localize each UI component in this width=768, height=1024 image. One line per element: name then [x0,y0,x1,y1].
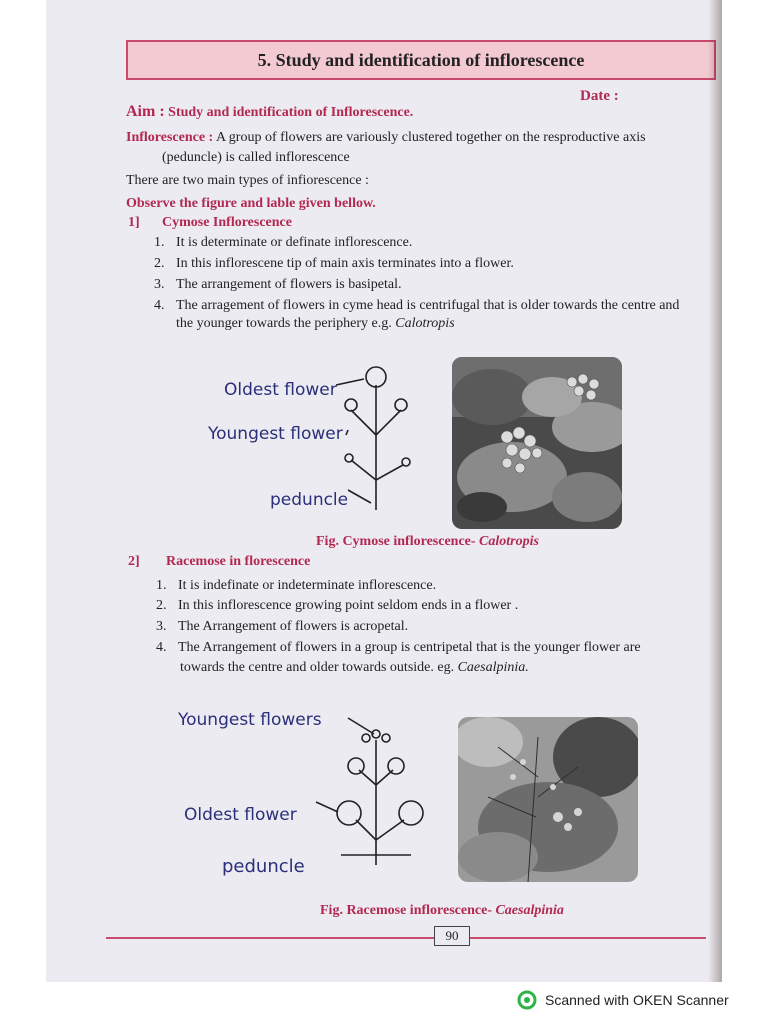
cymose-heading [128,215,292,231]
list-item: 2. In this inflorescence growing point seldom ends in a flower . [156,598,519,613]
youngest-flower-label: Youngest flower [208,424,343,444]
inflorescence-text-1: A group of flowers are variously clustered together on the resproductive axis [215,130,646,145]
list-item-continuation: the younger towards the periphery e.g. Calotropis [176,316,455,331]
page-number: 90 [434,926,470,946]
racemose-figure-caption: Fig. Racemose inflorescence- Caesalpinia [320,903,564,918]
flower-circle [345,399,357,411]
oldest-flower-circle [337,801,361,825]
flower-circle [345,454,353,462]
list-item: 2. In this inflorescene tip of main axis terminates into a flower. [154,256,514,271]
peduncle-label: peduncle [270,490,349,510]
date-label: Date : [580,88,619,104]
flower-circle [395,399,407,411]
page-title: 5. Study and identification of inflorescence [257,49,585,70]
inflorescence-definition [126,130,646,146]
aim-line [126,103,413,121]
list-item: 4. The arragement of flowers in cyme head is centrifugal that is older towards the centre and [154,298,680,313]
footer-rule [106,937,706,939]
title-box [126,40,716,80]
oldest-flower-label: Oldest flower [224,380,337,400]
caesalpinia-photo [458,717,638,882]
scanner-text: Scanned with OKEN Scanner [545,992,729,1008]
list-item: 1. It is determinate or definate inflorescence. [154,235,413,250]
inflorescence-label: Inflorescence : [126,130,214,145]
calotropis-photo [452,357,622,529]
oken-scanner-logo-icon [517,990,537,1010]
page-edge-shadow [708,0,722,982]
flower-circle [402,458,410,466]
oldest-flower-label: Oldest flower [184,805,297,825]
list-item: 4. The Arrangement of flowers in a group is centripetal that is the younger flower are [156,640,641,655]
aim-label: Aim : [126,103,165,120]
cymose-title: Cymose Inflorescence [162,215,292,230]
scanned-page [46,0,722,982]
cymose-number: 1] [128,215,140,230]
scanner-watermark [517,990,729,1010]
list-item: 1. It is indefinate or indeterminate inflorescence. [156,578,437,593]
inflorescence-text-2: (peduncle) is called inflorescence [162,150,350,165]
flower-circle [388,758,404,774]
peduncle-label: peduncle [222,856,305,877]
cymose-figure-caption: Fig. Cymose inflorescence- Calotropis [316,534,539,549]
flower-circle [348,758,364,774]
racemose-heading [128,554,310,570]
list-item: 3. The arrangement of flowers is basipetal. [154,277,402,292]
list-item: 3. The Arrangement of flowers is acropetal. [156,619,409,634]
racemose-diagram [166,690,466,890]
oldest-flower-circle [366,367,386,387]
observe-text: Observe the figure and lable given bellow. [126,196,376,211]
youngest-flowers-label: Youngest flowers [178,710,322,730]
racemose-number: 2] [128,554,140,569]
racemose-title: Racemose in florescence [166,554,311,569]
flower-circle [399,801,423,825]
list-item-continuation: towards the centre and older towards outside. eg. Caesalpinia. [180,660,529,675]
cymose-diagram [196,355,456,525]
types-text: There are two main types of infiorescence : [126,173,369,188]
aim-text: Study and identification of Inflorescence. [168,105,414,120]
